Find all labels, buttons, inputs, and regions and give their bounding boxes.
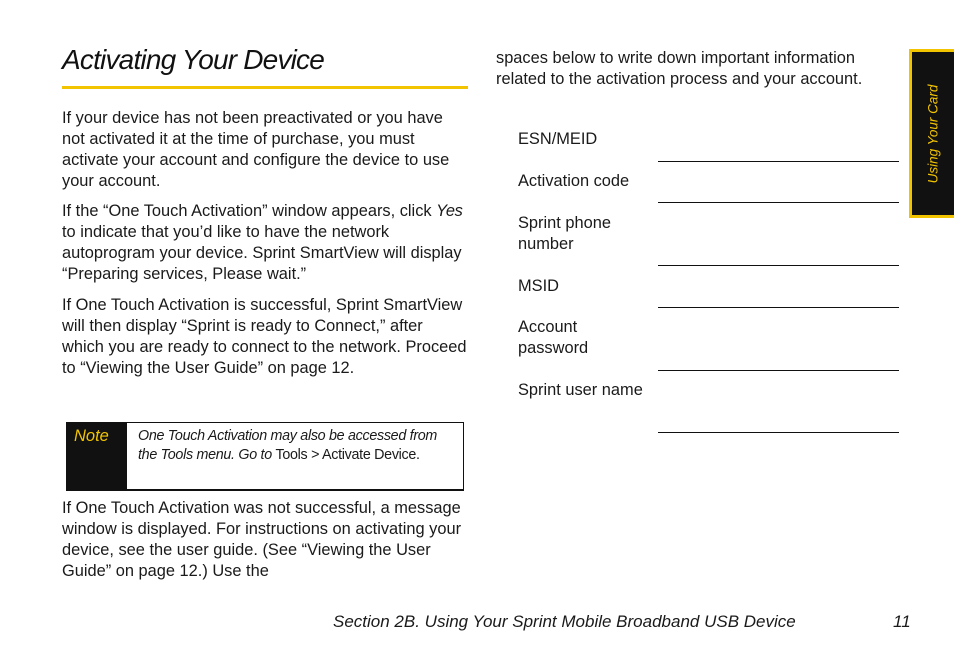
field-label-account-password: Account password: [518, 318, 589, 357]
p2-start-text: If the “One Touch Activation” window appears, click: [62, 202, 437, 220]
note-text-end: .: [416, 446, 420, 463]
paragraph-record-spaces: spaces below to write down important information related to the activation process and your account.: [496, 49, 863, 88]
field-label-activation-code: Activation code: [518, 172, 630, 190]
note-box: [66, 422, 464, 491]
note-text: [127, 423, 463, 489]
write-in-line-activation-code: [658, 202, 899, 203]
menu-separator: >: [307, 446, 323, 463]
paragraph-preactivation: If your device has not been preactivated or you have not activated it at the time of purchase, you must activate your account and configure the device to use your account.: [62, 109, 450, 190]
write-in-line-sprint-phone-number: [658, 265, 899, 266]
write-in-line-esn-meid: [658, 161, 899, 162]
section-side-tab: [909, 49, 954, 218]
menu-tools: Tools: [275, 446, 308, 463]
write-in-line-msid: [658, 307, 899, 308]
note-label: Note: [67, 423, 127, 489]
paragraph-one-touch-window: [62, 201, 468, 285]
field-label-msid: MSID: [518, 277, 559, 295]
menu-activate-device: Activate Device: [322, 446, 417, 463]
footer-section-title: Section 2B. Using Your Sprint Mobile Broadband USB Device: [333, 612, 796, 631]
write-in-line-sprint-user-name: [658, 432, 899, 433]
page-title: Activating Your Device: [62, 44, 325, 75]
field-label-sprint-phone-number: Sprint phone number: [518, 214, 611, 253]
field-label-esn-meid: ESN/MEID: [518, 130, 598, 148]
p2-end-text: to indicate that you’d like to have the network autoprogram your device. Sprint SmartView will display “Preparing services, Please wait.”: [62, 223, 462, 283]
note-text-start: One Touch Activation may also be accessed from the Tools menu. Go to: [138, 428, 438, 463]
title-underline: [62, 86, 468, 89]
paragraph-activation-success: If One Touch Activation is successful, Sprint SmartView will then display “Sprint is ready to Connect,” after which you are ready to connect to the network. Proceed to “Viewing the User Guide” on page 12.: [62, 296, 467, 377]
field-label-sprint-user-name: Sprint user name: [518, 381, 643, 399]
side-tab-background: [912, 52, 954, 215]
yes-term: Yes: [436, 202, 463, 220]
paragraph-activation-failure: If One Touch Activation was not successful, a message window is displayed. For instructions on activating your device, see the user guide. (See “Viewing the User Guide” on page 12.) Use the: [62, 499, 462, 580]
write-in-line-account-password: [658, 370, 899, 371]
footer-page-number: 11: [893, 612, 911, 631]
side-tab-label: Using Your Card: [925, 84, 941, 183]
